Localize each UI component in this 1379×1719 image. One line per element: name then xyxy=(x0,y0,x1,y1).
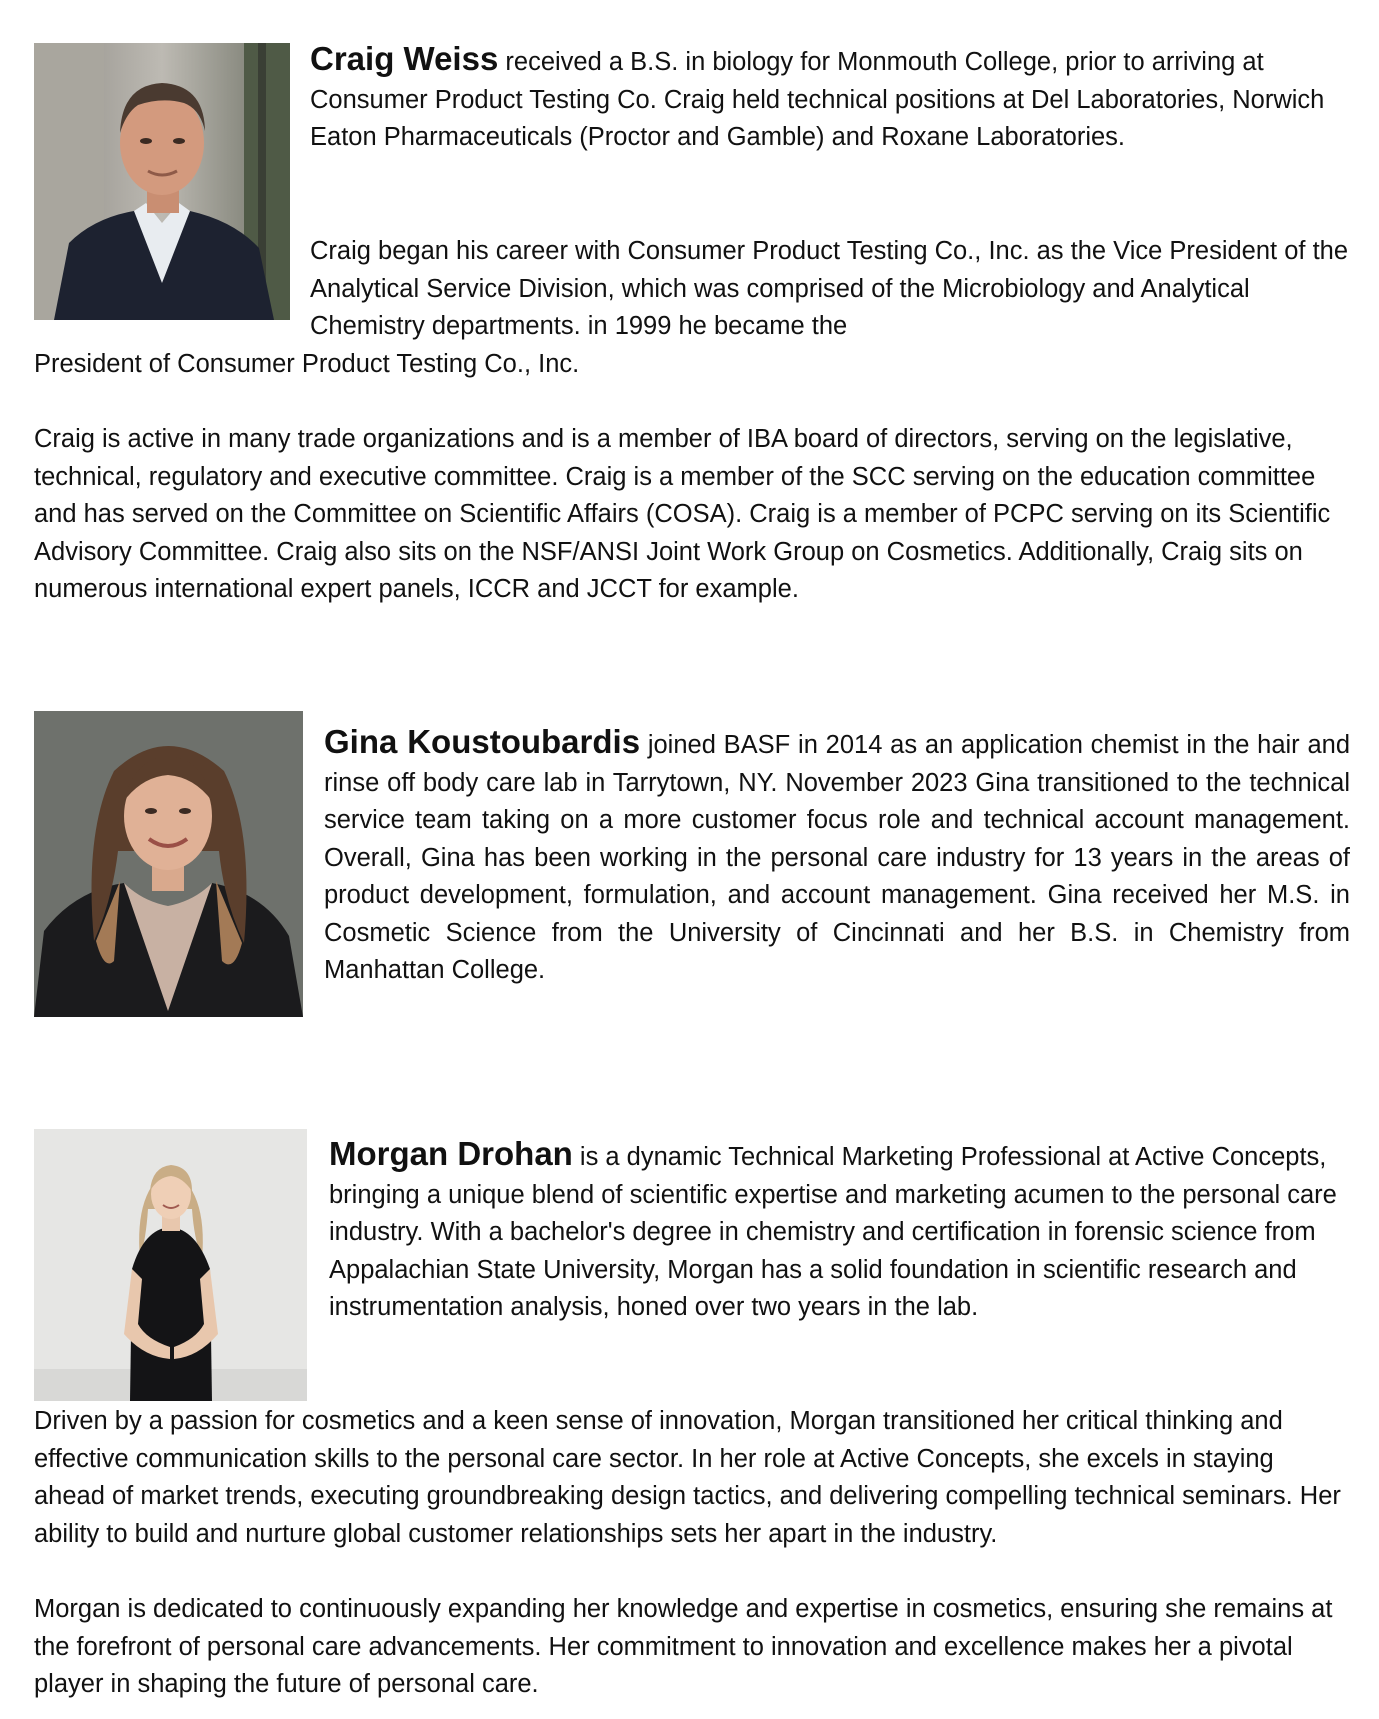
gina-bio-paragraph xyxy=(324,723,1350,990)
craig-bio-paragraph-2-tail: President of Consumer Product Testing Co., Inc. xyxy=(34,350,580,378)
gina-name: Gina Koustoubardis xyxy=(324,723,641,760)
morgan-bio-paragraph-2: Driven by a passion for cosmetics and a keen sense of innovation, Morgan transitioned her critical thinking and effective communication skills to the personal care sector. In her role at Active Concepts, she excels in staying ahead of market trends, executing groundbreaking design tactics, and delivering compelling technical seminars. Her ability to build and nurture global customer relationships sets her apart in the industry. xyxy=(34,1407,1341,1548)
craig-bio-1-text: received a B.S. in biology for Monmouth College, prior to arriving at Consumer Product Testing Co. Craig held technical positions at Del Laboratories, Norwich Eaton Pharmaceuticals (Proctor and Gamble) and Roxane Laboratories. xyxy=(310,48,1325,151)
morgan-bio-paragraph-3: Morgan is dedicated to continuously expanding her knowledge and expertise in cosmetics, ensuring she remains at the forefront of personal care advancements. Her commitment to innovation and excellence makes her a pivotal player in shaping the future of personal care. xyxy=(34,1595,1333,1698)
craig-bio-paragraph-2: Craig began his career with Consumer Product Testing Co., Inc. as the Vice President of the Analytical Service Division, which was comprised of the Microbiology and Analytical Chemistry departments. in 1999 he became the xyxy=(310,237,1349,340)
gina-koustoubardis-photo xyxy=(34,711,303,1017)
gina-bio-text: joined BASF in 2014 as an application chemist in the hair and rinse off body care lab in Tarrytown, NY. November 2023 Gina transitioned to the technical service team taking on a more customer focus role and technical account management. Overall, Gina has been working in the personal care industry for 13 years in the areas of product development, formulation, and account management. Gina received her M.S. in Cosmetic Science from the University of Cincinnati and her B.S. in Chemistry from Manhattan College. xyxy=(324,731,1350,984)
morgan-name: Morgan Drohan xyxy=(329,1135,573,1172)
morgan-bio-paragraph-1 xyxy=(329,1135,1350,1327)
craig-name: Craig Weiss xyxy=(310,40,499,77)
morgan-drohan-photo xyxy=(34,1129,307,1401)
craig-weiss-photo xyxy=(34,43,290,320)
craig-bio-paragraph-3: Craig is active in many trade organizations and is a member of IBA board of directors, serving on the legislative, technical, regulatory and executive committee. Craig is a member of the SCC serving on the education committee and has served on the Committee on Scientific Affairs (COSA). Craig is a member of PCPC serving on its Scientific Advisory Committee. Craig also sits on the NSF/ANSI Joint Work Group on Cosmetics. Additionally, Craig sits on numerous international expert panels, ICCR and JCCT for example. xyxy=(34,425,1331,603)
craig-bio-paragraph-1 xyxy=(310,40,1350,157)
morgan-bio-1-text: is a dynamic Technical Marketing Professional at Active Concepts, bringing a unique blend of scientific expertise and marketing acumen to the personal care industry. With a bachelor's degree in chemistry and certification in forensic science from Appalachian State University, Morgan has a solid foundation in scientific research and instrumentation analysis, honed over two years in the lab. xyxy=(329,1143,1337,1321)
